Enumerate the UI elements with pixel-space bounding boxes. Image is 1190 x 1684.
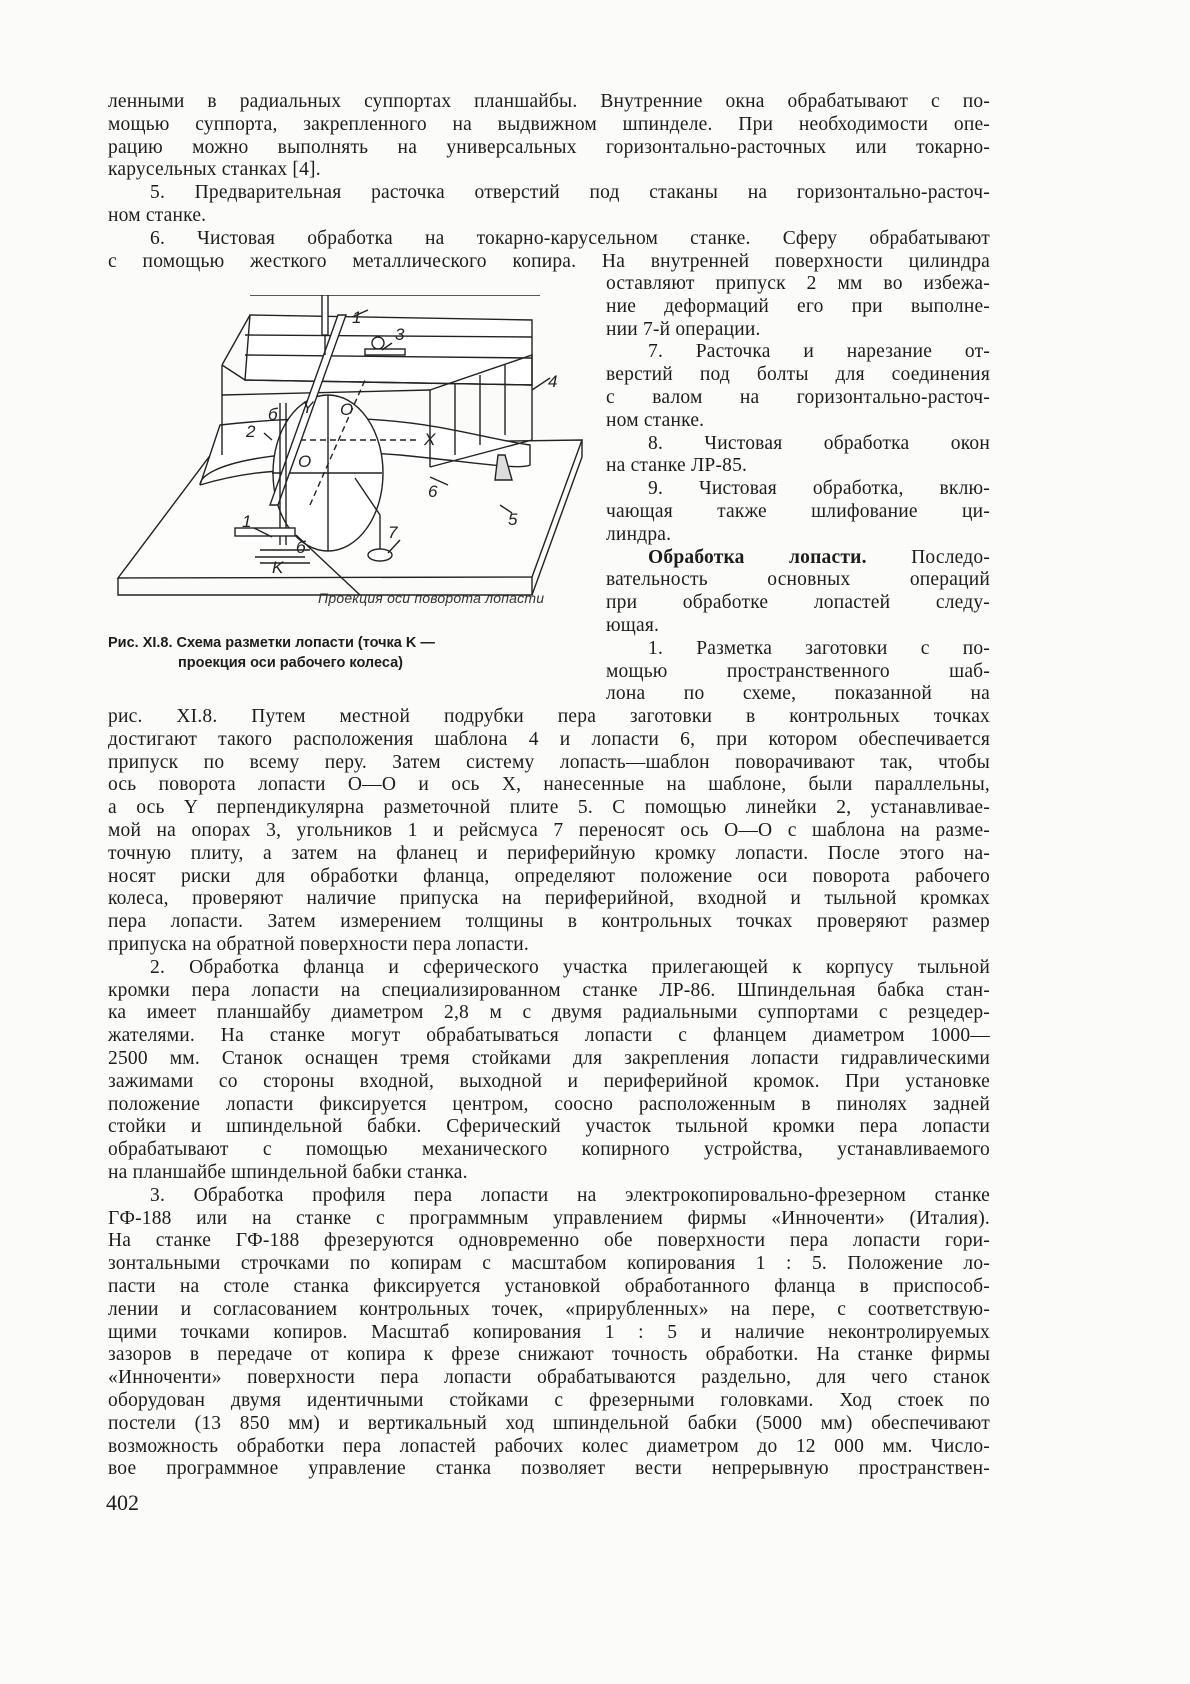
- text-line: [108, 159, 990, 182]
- text-line-content: припуск по всему перу. Затем систему лопасть—шаблон поворачивают так, чтобы: [108, 751, 990, 773]
- text-line: [108, 729, 990, 752]
- label-3: 3: [395, 325, 405, 344]
- text-line: [606, 319, 990, 342]
- text-line: [606, 455, 990, 478]
- text-line-content: лении и согласованием контрольных точек, «прирубленных» на пере, с соответствую-: [108, 1298, 990, 1320]
- text-line-content: Последо-: [866, 546, 990, 568]
- text-line: [606, 501, 990, 524]
- text-line-content: обрабатывают с помощью механического копирного устройства, устанавливаемого: [108, 1139, 990, 1161]
- text-line-content: верстий под болты для соединения: [606, 364, 990, 386]
- text-line: [108, 957, 990, 980]
- text-line-content: постели (13 850 мм) и вертикальный ход шпиндельной бабки (5000 мм) обеспечивают: [108, 1412, 990, 1434]
- label-6: 6: [428, 482, 438, 501]
- text-line-content: вое программное управление станка позволяет вести непрерывную пространствен-: [108, 1458, 990, 1480]
- text-line: [108, 1048, 990, 1071]
- text-line-content: «Инноченти» поверхности пера лопасти обрабатываются раздельно, для чего станок: [108, 1367, 990, 1389]
- label-4: 4: [548, 372, 558, 391]
- text-line-content: рацию можно выполнять на универсальных горизонтально-расточных или токарно-: [108, 136, 990, 158]
- figure-caption: [108, 633, 588, 673]
- text-line: [108, 137, 990, 160]
- text-line-content: карусельных станках [4].: [108, 159, 321, 181]
- text-line: [606, 661, 990, 684]
- text-line-content: На станке ГФ-188 фрезеруются одновременно обе поверхности пера лопасти гори-: [108, 1230, 990, 1252]
- text-line-content: ном станке.: [108, 204, 207, 226]
- text-line: [108, 980, 990, 1003]
- text-line-content: 3. Обработка профиля пера лопасти на электрокопировально-фрезерном станке: [150, 1184, 990, 1206]
- text-line: [108, 934, 990, 957]
- text-line-content: нии 7-й операции.: [606, 318, 761, 340]
- text-line: [606, 592, 990, 615]
- text-line: [606, 569, 990, 592]
- text-line: [108, 1367, 990, 1390]
- text-line: [108, 888, 990, 911]
- text-line-content: мощью суппорта, закрепленного на выдвижном шпинделе. При необходимости опе-: [108, 113, 990, 135]
- label-o-center: O: [298, 452, 312, 471]
- text-line-content: 1. Разметка заготовки с по-: [648, 637, 990, 659]
- text-line-content: ГФ-188 или на станке с программным управлением фирмы «Инноченти» (Италия).: [108, 1207, 990, 1229]
- text-line: [108, 866, 990, 889]
- text-line: [108, 1413, 990, 1436]
- label-y: Y: [302, 398, 314, 417]
- text-line-content: ленными в радиальных суппортах планшайбы. Внутренние окна обрабатывают с по-: [108, 91, 990, 112]
- text-line-content: оставляют припуск 2 мм во избежа-: [606, 273, 990, 294]
- text-line-content: точную плиту, а затем на фланец и периферийную кромку лопасти. После этого на-: [108, 842, 990, 864]
- label-x: X: [424, 430, 436, 449]
- projection-axis-label: Проекция оси поворота лопасти: [318, 590, 545, 606]
- text-line-content: 8. Чистовая обработка окон: [648, 432, 990, 454]
- text-line: [108, 1185, 990, 1208]
- text-line: [108, 182, 990, 205]
- caption-line-1: Рис. XI.8. Схема разметки лопасти (точка K —: [108, 635, 435, 651]
- caption-line-2: проекция оси рабочего колеса): [178, 655, 403, 671]
- text-line-content: возможность обработки пера лопастей рабочих колес диаметром до 12 000 мм. Число-: [108, 1435, 990, 1457]
- text-line: [606, 683, 990, 706]
- text-line-content: лона по схеме, показанной на: [606, 683, 990, 705]
- text-line-content: при обработке лопастей следу-: [606, 592, 990, 614]
- text-line: [606, 341, 990, 364]
- text-line: [606, 387, 990, 410]
- text-line: [108, 1139, 990, 1162]
- text-line: [108, 228, 990, 251]
- text-line: [606, 524, 990, 547]
- text-line-content: чающая также шлифование ци-: [606, 500, 990, 522]
- text-line-content: носят риски для обработки фланца, определяют положение оси поворота рабочего: [108, 865, 990, 887]
- text-line-content: с валом на горизонтально-расточ-: [606, 386, 990, 408]
- text-line: [606, 364, 990, 387]
- label-b-top: б: [268, 405, 278, 424]
- text-line-content: колеса, проверяют наличие припуска на периферийной, входной и тыльной кромках: [108, 888, 990, 910]
- text-line-content: 2. Обработка фланца и сферического участка прилегающей к корпусу тыльной: [150, 956, 990, 978]
- text-line: [108, 1208, 990, 1231]
- text-line-content: 7. Расточка и нарезание от-: [648, 341, 990, 363]
- text-line-content: щими точками копиров. Масштаб копирования 1 : 5 и наличие неконтролируемых: [108, 1321, 990, 1343]
- text-line: [108, 1094, 990, 1117]
- text-line: [108, 1025, 990, 1048]
- text-block-bottom: [108, 706, 990, 1481]
- label-1-bottom: 1: [242, 512, 252, 531]
- text-line: [108, 1230, 990, 1253]
- figure-blade-marking-scheme: [100, 295, 590, 625]
- text-line-content: мощью пространственного шаб-: [606, 660, 990, 682]
- text-line-content: ном станке.: [606, 409, 705, 431]
- text-line-content: стойки и шпиндельной бабки. Сферический участок тыльной кромки пера лопасти: [108, 1116, 990, 1138]
- text-line: [108, 774, 990, 797]
- text-line-content: ось поворота лопасти O—O и ось X, нанесенные на шаблоне, были параллельны,: [108, 774, 990, 796]
- blade-marking-diagram: [100, 295, 590, 625]
- text-line-content: линдра.: [606, 523, 672, 545]
- text-line: [606, 296, 990, 319]
- text-line-content: зажимами со стороны входной, выходной и периферийной кромок. При установке: [108, 1070, 990, 1092]
- label-1-top: 1: [352, 308, 362, 327]
- text-line: [108, 911, 990, 934]
- text-line: [108, 1390, 990, 1413]
- text-line: [606, 638, 990, 661]
- text-line-content: мой на опорах 3, угольников 1 и рейсмуса 7 переносят ось O—O с шаблона на разме-: [108, 819, 990, 841]
- text-line: [108, 843, 990, 866]
- text-line-content: зонтальными строчками по копирам с масштабом копирования 1 : 5. Положение ло-: [108, 1253, 990, 1275]
- page-number: 402: [106, 1490, 139, 1515]
- text-line-content: 5. Предварительная расточка отверстий под стаканы на горизонтально-расточ-: [150, 182, 990, 204]
- text-line-content: положение лопасти фиксируется центром, соосно расположенным в пинолях задней: [108, 1093, 990, 1115]
- text-line: [108, 1458, 990, 1481]
- text-block-top: [108, 91, 990, 273]
- text-line: [606, 273, 990, 296]
- text-line-content: припуска на обратной поверхности пера лопасти.: [108, 933, 529, 955]
- text-line: [108, 1071, 990, 1094]
- text-line: [606, 615, 990, 638]
- text-line: [108, 820, 990, 843]
- text-line-content: на станке ЛР-85.: [606, 455, 748, 477]
- text-line: [108, 1253, 990, 1276]
- label-7: 7: [388, 523, 398, 542]
- text-line: [606, 478, 990, 501]
- text-line-content: пасти на столе станка фиксируется установкой обработанного фланца в приспособ-: [108, 1275, 990, 1297]
- text-line: [108, 91, 990, 114]
- text-line-content: кромки пера лопасти на специализированном станке ЛР-86. Шпиндельная бабка стан-: [108, 979, 990, 1001]
- label-k: K: [272, 558, 284, 577]
- text-line: [606, 410, 990, 433]
- text-line-content: жателями. На станке могут обрабатываться лопасти с фланцем диаметром 1000—: [108, 1025, 990, 1047]
- text-line: [108, 752, 990, 775]
- label-2: 2: [246, 422, 256, 441]
- text-block-right-column: [606, 273, 990, 706]
- text-line: [108, 1322, 990, 1345]
- text-line-content: 2500 мм. Станок оснащен тремя стойками для закрепления лопасти гидравлическими: [108, 1047, 990, 1069]
- text-line-content: вательность основных операций: [606, 569, 990, 591]
- text-line: [606, 547, 990, 570]
- section-heading: Обработка лопасти.: [648, 546, 867, 568]
- text-line-content: зазоров в передаче от копира к фрезе снижают точность обработки. На станке фирмы: [108, 1344, 990, 1366]
- text-line-content: с помощью жесткого металлического копира. На внутренней поверхности цилиндра: [108, 250, 990, 272]
- text-line-content: достигают такого расположения шаблона 4 и лопасти 6, при котором обеспечивается: [108, 728, 990, 750]
- text-line: [108, 797, 990, 820]
- text-line-content: на планшайбе шпиндельной бабки станка.: [108, 1161, 468, 1183]
- text-line-content: ние деформаций его при выполне-: [606, 295, 990, 317]
- text-line: [108, 251, 990, 274]
- text-line: [108, 114, 990, 137]
- text-line-content: рис. XI.8. Путем местной подрубки пера заготовки в контрольных точках: [108, 706, 990, 727]
- text-line: [606, 433, 990, 456]
- text-line-content: ющая.: [606, 614, 660, 636]
- text-line-content: пера лопасти. Затем измерением толщины в контрольных точках проверяют размер: [108, 911, 990, 933]
- text-line: [108, 1162, 990, 1185]
- text-line-content: оборудован двумя идентичными стойками с фрезерными головками. Ход стоек по: [108, 1389, 990, 1411]
- text-line: [108, 1276, 990, 1299]
- text-line: [108, 1299, 990, 1322]
- label-5: 5: [508, 510, 518, 529]
- text-line-content: а ось Y перпендикулярна разметочной плите 5. С помощью линейки 2, устанавливае-: [108, 797, 990, 819]
- text-line: [108, 1002, 990, 1025]
- text-line: [108, 1344, 990, 1367]
- text-line-content: 6. Чистовая обработка на токарно-карусельном станке. Сферу обрабатывают: [150, 227, 990, 249]
- text-line: [108, 706, 990, 729]
- text-line: [108, 205, 990, 228]
- label-b-bottom: б: [296, 538, 306, 557]
- text-line-content: 9. Чистовая обработка, вклю-: [648, 478, 990, 500]
- label-o-top: O: [340, 400, 354, 419]
- text-line-content: ка имеет планшайбу диаметром 2,8 м с двумя радиальными суппортами с резцедер-: [108, 1002, 990, 1024]
- text-line: [108, 1116, 990, 1139]
- text-line: [108, 1436, 990, 1459]
